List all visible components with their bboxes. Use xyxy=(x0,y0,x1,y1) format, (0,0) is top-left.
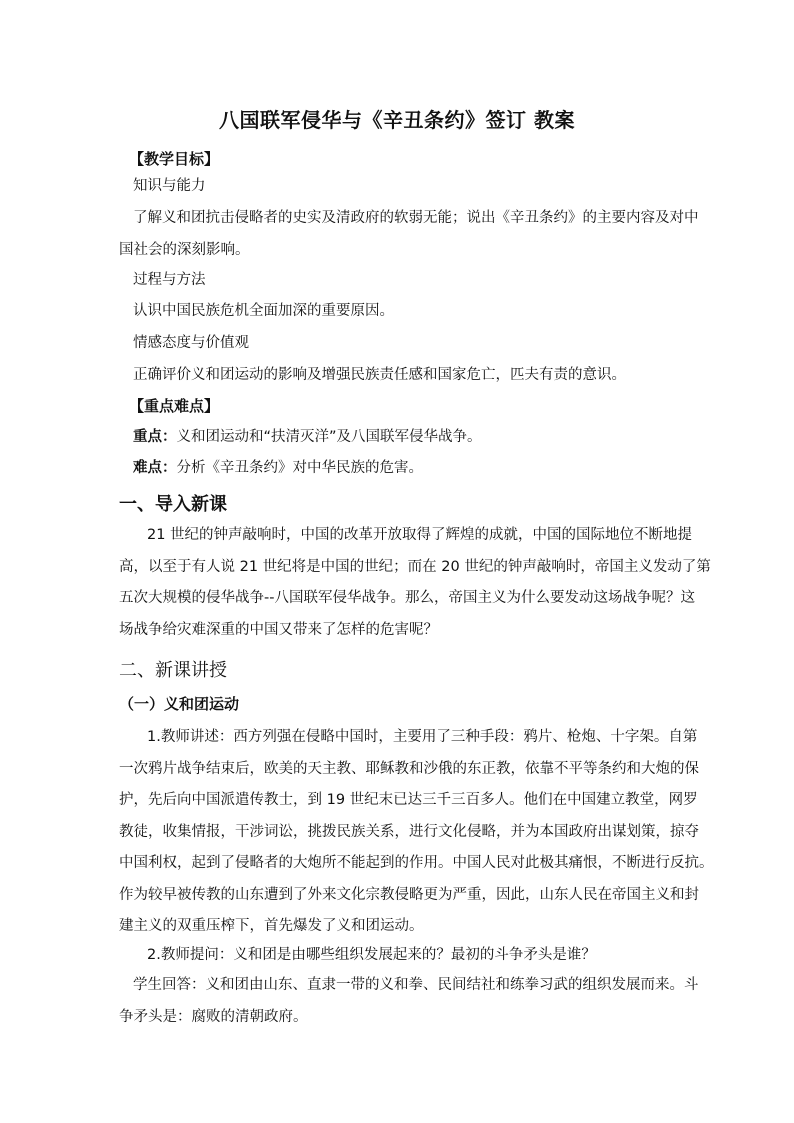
section1-line: 高，以至于有人说 21 世纪将是中国的世纪；而在 20 世纪的钟声敲响时，帝国主义发动了第 xyxy=(119,558,711,575)
para1-line: 中国利权，起到了侵略者的大炮所不能起到的作用。中国人民对此极其痛恨，不断进行反抗。 xyxy=(119,855,714,871)
difficulty-text: 分析《辛丑条约》对中华民族的危害。 xyxy=(176,460,423,476)
knowledge-text-line2: 国社会的深刻影响。 xyxy=(119,242,250,258)
section1-line: 五次大规模的侵华战争--八国联军侵华战争。那么，帝国主义为什么要发动这场战争呢？这 xyxy=(119,590,695,606)
section1-heading: 一、导入新课 xyxy=(119,494,227,515)
student-answer xyxy=(119,970,699,1033)
difficulty-label: 难点： xyxy=(133,460,177,476)
answer-line: 争矛头是：腐败的清朝政府。 xyxy=(119,1008,308,1025)
section1-line: 21 世纪的钟声敲响时，中国的改革开放取得了辉煌的成就，中国的国际地位不断地提 xyxy=(147,527,693,543)
objectives-heading: 【教学目标】 xyxy=(129,150,220,168)
para1-line: 教徒，收集情报，干涉词讼，挑拨民族关系，进行文化侵略，并为本国政府出谋划策，掠夺 xyxy=(119,823,699,840)
knowledge-label: 知识与能力 xyxy=(133,178,206,194)
para1-line: 一次鸦片战争结束后，欧美的天主教、耶稣教和沙俄的东正教，依靠不平等条约和大炮的保 xyxy=(119,760,699,777)
sub1-heading: （一）义和团运动 xyxy=(119,695,240,713)
para1-line: 护，先后向中国派遣传教士，到 19 世纪末已达三千三百多人。他们在中国建立教堂，网罗 xyxy=(119,792,698,808)
difficulty-row xyxy=(133,458,423,478)
document-title: 八国联军侵华与《辛丑条约》签订 教案 xyxy=(219,108,575,132)
knowledge-text-line1: 了解义和团抗击侵略者的史实及清政府的软弱无能；说出《辛丑条约》的主要内容及对中 xyxy=(133,210,699,226)
process-text: 认识中国民族危机全面加深的重要原因。 xyxy=(133,303,394,319)
answer-line: 学生回答：义和团由山东、直隶一带的义和拳、民间结社和练拳习武的组织发展而来。斗 xyxy=(133,977,699,993)
focus-label: 重点： xyxy=(133,429,177,445)
emotion-label: 情感态度与价值观 xyxy=(133,335,249,351)
focus-text: 义和团运动和“扶清灭洋”及八国联军侵华战争。 xyxy=(176,429,482,445)
section2-heading: 二、新课讲授 xyxy=(119,660,227,681)
section1-line: 场战争给灾难深重的中国又带来了怎样的危害呢？ xyxy=(119,621,438,638)
process-label: 过程与方法 xyxy=(133,272,206,288)
para1-line: 1.教师讲述：西方列强在侵略中国时，主要用了三种手段：鸦片、枪炮、十字架。自第 xyxy=(147,729,698,745)
emotion-text: 正确评价义和团运动的影响及增强民族责任感和国家危亡，匹夫有责的意识。 xyxy=(133,367,626,383)
para1-line: 建主义的双重压榨下，首先爆发了义和团运动。 xyxy=(119,918,424,934)
keypoints-heading: 【重点难点】 xyxy=(129,397,220,415)
para1-line: 作为较早被传教的山东遭到了外来文化宗教侵略更为严重，因此，山东人民在帝国主义和封 xyxy=(119,886,699,903)
teacher-question: 2.教师提问：义和团是由哪些组织发展起来的？最初的斗争矛头是谁？ xyxy=(147,947,596,963)
focus-row xyxy=(133,427,482,447)
section1-paragraph xyxy=(119,520,711,646)
sub1-paragraph xyxy=(119,722,714,943)
